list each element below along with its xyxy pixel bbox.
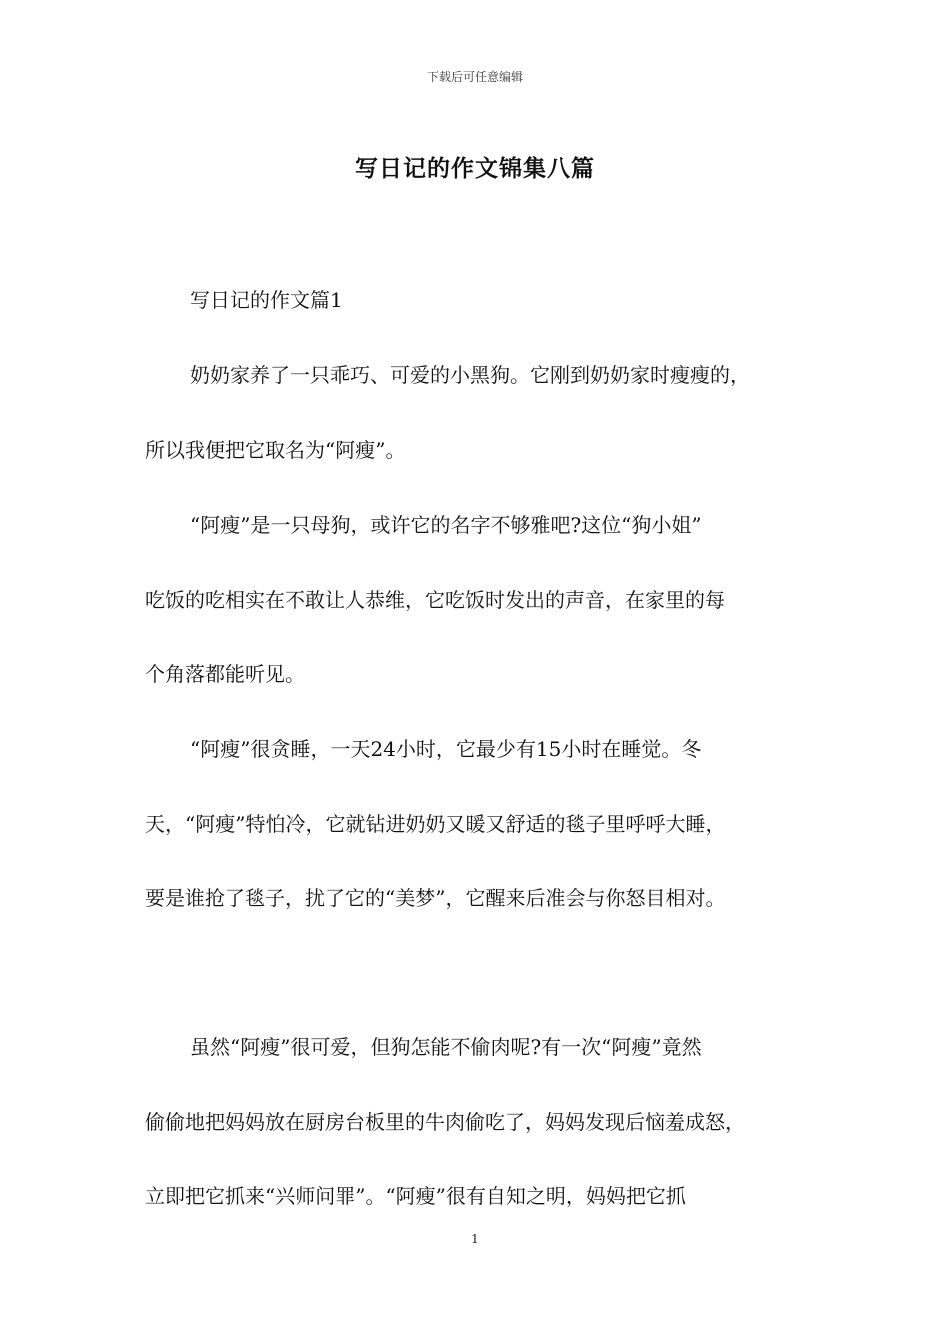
paragraph-line: 天，“阿瘦”特怕冷，它就钻进奶奶又暖又舒适的毯子里呼呼大睡， bbox=[145, 812, 726, 836]
paragraph-line: “阿瘦”是一只母狗，或许它的名字不够雅吧?这位“狗小姐” bbox=[190, 513, 702, 537]
paragraph-line: 虽然“阿瘦”很可爱，但狗怎能不偷肉呢?有一次“阿瘦”竟然 bbox=[190, 1035, 702, 1059]
paragraph-line: 吃饭的吃相实在不敢让人恭维，它吃饭时发出的声音，在家里的每 bbox=[145, 588, 725, 612]
page-header: 下载后可任意编辑 bbox=[426, 70, 523, 84]
paragraph-line: 偷偷地把妈妈放在厨房台板里的牛肉偷吃了，妈妈发现后恼羞成怒， bbox=[145, 1110, 745, 1134]
paragraph-line: 奶奶家养了一只乖巧、可爱的小黑狗。它刚到奶奶家时瘦瘦的， bbox=[190, 363, 750, 387]
paragraph-line: 要是谁抢了毯子，扰了它的“美梦”，它醒来后准会与你怒目相对。 bbox=[145, 886, 726, 910]
paragraph-line: 立即把它抓来“兴师问罪”。“阿瘦”很有自知之明，妈妈把它抓 bbox=[145, 1184, 686, 1208]
paragraph-line: 所以我便把它取名为“阿瘦”。 bbox=[145, 438, 406, 462]
page-number: 1 bbox=[471, 1232, 479, 1246]
paragraph-line: 个角落都能听见。 bbox=[145, 662, 305, 686]
section-heading: 写日记的作文篇1 bbox=[190, 288, 343, 312]
paragraph-line: “阿瘦”很贪睡，一天24小时，它最少有15小时在睡觉。冬 bbox=[190, 737, 702, 761]
document-title: 写日记的作文锦集八篇 bbox=[355, 156, 595, 182]
